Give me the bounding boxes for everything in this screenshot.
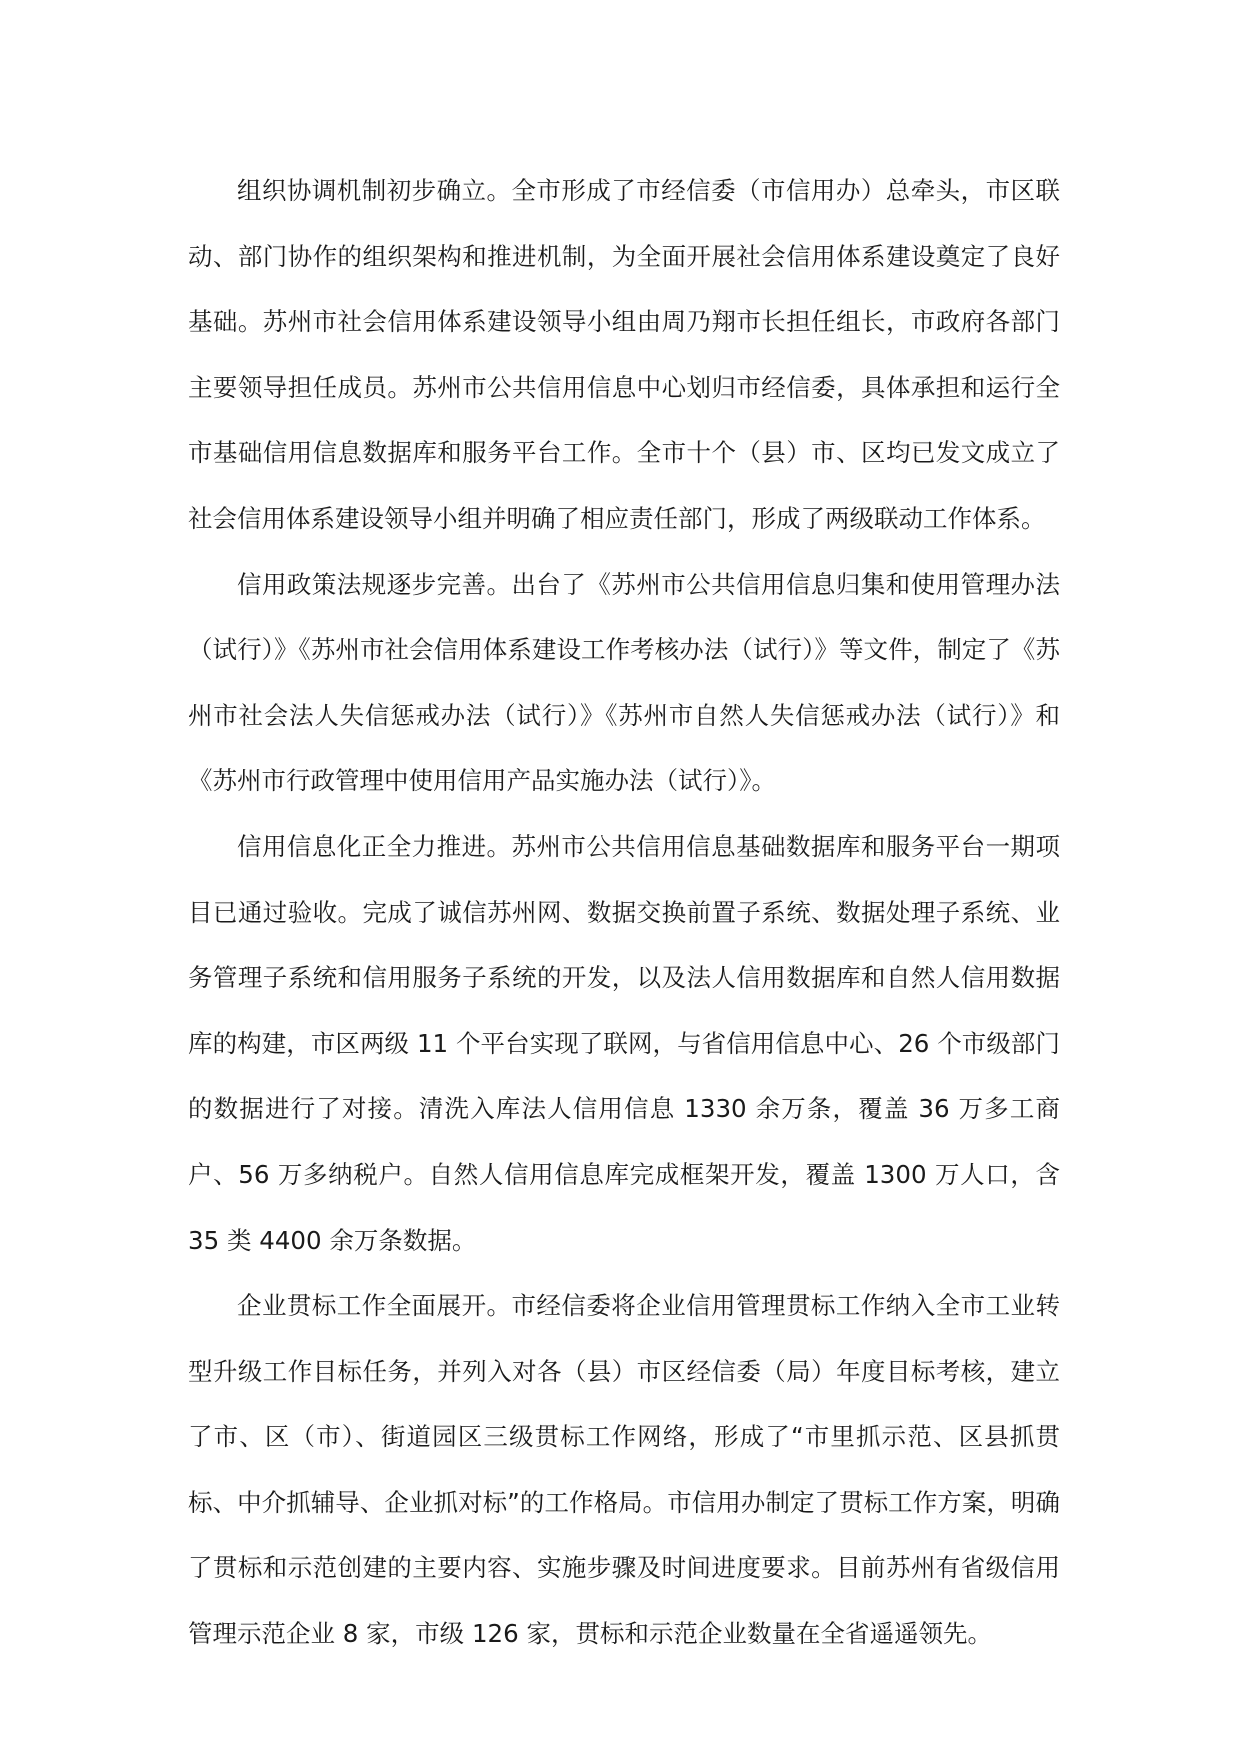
document-body: [188, 158, 1060, 1667]
paragraph-organization: 组织协调机制初步确立。全市形成了市经信委（市信用办）总牵头，市区联动、部门协作的组织架构和推进机制，为全面开展社会信用体系建设奠定了良好基础。苏州市社会信用体系建设领导小组由周乃翔市长担任组长，市政府各部门主要领导担任成员。苏州市公共信用信息中心划归市经信委，具体承担和运行全市基础信用信息数据库和服务平台工作。全市十个（县）市、区均已发文成立了社会信用体系建设领导小组并明确了相应责任部门，形成了两级联动工作体系。: [188, 176, 1060, 533]
paragraph-informatization: 信用信息化正全力推进。苏州市公共信用信息基础数据库和服务平台一期项目已通过验收。完成了诚信苏州网、数据交换前置子系统、数据处理子系统、业务管理子系统和信用服务子系统的开发，以及法人信用数据库和自然人信用数据库的构建，市区两级 11 个平台实现了联网，与省信用信息中心、26 个市级部门的数据进行了对接。清洗入库法人信用信息 1330 余万条，覆盖 36 万多工商户、56 万多纳税户。自然人信用信息库完成框架开发，覆盖 1300 万人口，含 35 类 4400 余万条数据。: [188, 831, 1060, 1255]
paragraph-standards: 企业贯标工作全面展开。市经信委将企业信用管理贯标工作纳入全市工业转型升级工作目标任务，并列入对各（县）市区经信委（局）年度目标考核，建立了市、区（市）、街道园区三级贯标工作网络，形成了“市里抓示范、区县抓贯标、中介抓辅导、企业抓对标”的工作格局。市信用办制定了贯标工作方案，明确了贯标和示范创建的主要内容、实施步骤及时间进度要求。目前苏州有省级信用管理示范企业 8 家，市级 126 家，贯标和示范企业数量在全省遥遥领先。: [188, 1291, 1060, 1649]
paragraph-policy: 信用政策法规逐步完善。出台了《苏州市公共信用信息归集和使用管理办法（试行）》《苏州市社会信用体系建设工作考核办法（试行）》等文件，制定了《苏州市社会法人失信惩戒办法（试行）》《苏州市自然人失信惩戒办法（试行）》和《苏州市行政管理中使用信用产品实施办法（试行）》。: [188, 569, 1060, 796]
